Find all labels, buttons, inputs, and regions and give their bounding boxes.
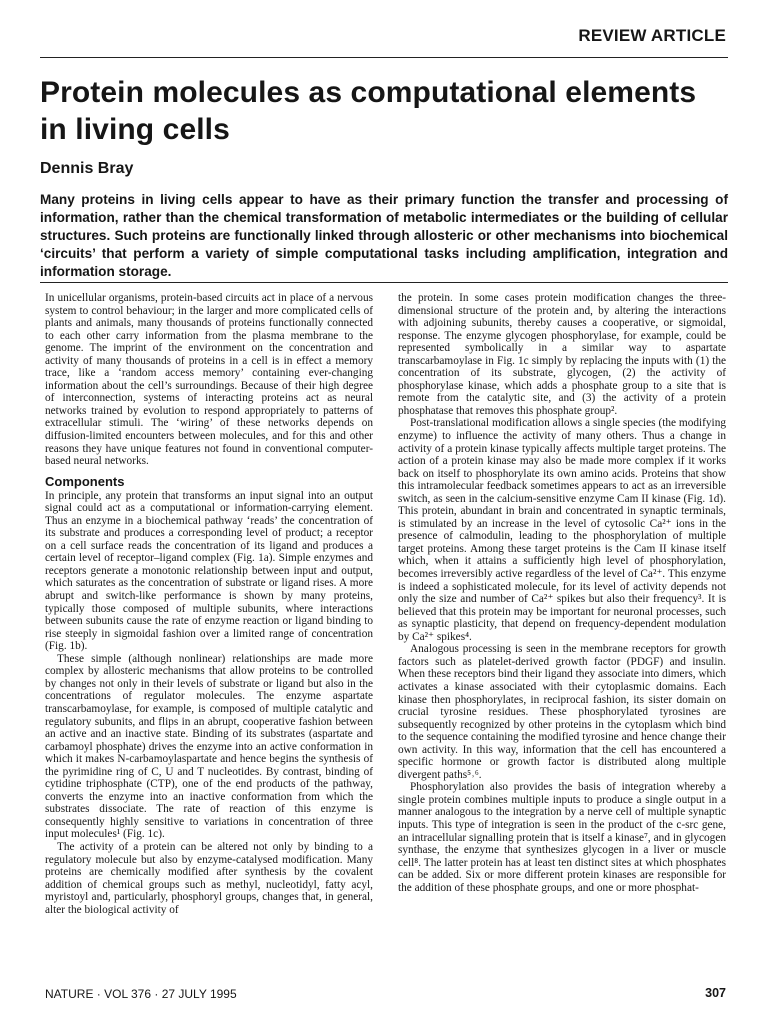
article-abstract: Many proteins in living cells appear to have as their primary function the transfer and processing of information, rather than the chemical transformation of metabolic intermediates or the building of cellular structures. Such proteins are functionally linked through allosteric or other mechanisms into biochemical ‘circuits’ that perform a variety of simple computational tasks including amplification, integration and information storage. — [40, 192, 728, 279]
paragraph: the protein. In some cases protein modification changes the three-dimensional structure of the protein and, by altering the interactions with adjoining subunits, thereby causes a cooperative, or sigmoidal, response. The enzyme glycogen phosphorylase, for example, could be represented symbolically in a similar way to aspartate transcarbamoylase in Fig. 1c simply by replacing the inputs with (1) the concentration of its substrate, glycogen, (2) the activity of phosphorylase kinase, which adds a phosphate group to a site that is remote from the catalytic site, and (3) the activity of a protein phosphatase that removes this phosphate group². — [398, 292, 726, 417]
left-column — [45, 292, 373, 916]
page-number: 307 — [705, 986, 726, 1000]
paragraph: Analogous processing is seen in the membrane receptors for growth factors such as platelet-derived growth factor (PDGF) and insulin. When these receptors bind their ligand they associate into dimers, which activates a kinase associated with their cytoplasmic domains. Each kinase then phosphorylates, in reciprocal fashion, its sister domain on crucial tyrosine residues. These phosphorylated tyrosines are subsequently recognized by other proteins in the cytoplasm which bind to the sequence containing the modified tyrosine and hence change their own activity. In this way, information that the cell has encountered a specific hormone or growth factor is distributed along multiple divergent paths⁵˒⁶. — [398, 643, 726, 781]
journal-footer: NATURE · VOL 376 · 27 JULY 1995 — [45, 987, 237, 1001]
paragraph: Post-translational modification allows a single species (the modifying enzyme) to influence the activity of many others. Thus a change in activity of a protein kinase typically affects multiple target proteins. The action of a protein kinase may also be made more complex if it works back on itself to phosphorylate its own amino acids. Proteins that show this intramolecular feedback sometimes appears to act as an irreversible switch, as seen in the calcium-sensitive enzyme Cam II kinase (Fig. 1d). This protein, abundant in brain and concentrated in synaptic terminals, is stimulated by an increase in the level of cytosolic Ca²⁺ ions in the presence of calmodulin, leading to the phosphorylation of multiple target proteins. Among these target proteins is the Cam II kinase itself which, when it attains a sufficiently high level of phosphorylation, becomes irreversibly active regardless of the level of Ca²⁺. This enzyme is indeed a sophisticated molecule, for its level of activity depends not only the size and number of Ca²⁺ spikes but also their frequency³. It is believed that this protein may be important for neuronal processes, such as synaptic plasticity, that depend on frequency-dependent modulation by Ca²⁺ spikes⁴. — [398, 417, 726, 643]
paragraph: The activity of a protein can be altered not only by binding to a regulatory molecule but also by enzyme-catalysed modification. Many proteins are chemically modified after synthesis by the covalent addition of chemical groups such as methyl, nucleotidyl, fatty acyl, myristoyl and, particularly, phosphoryl groups, changes that, in general, alter the biological activity of — [45, 840, 373, 916]
abstract-rule — [40, 282, 728, 283]
right-column — [398, 292, 726, 894]
header-rule — [40, 57, 728, 58]
section-label: REVIEW ARTICLE — [578, 26, 726, 45]
paragraph: Phosphorylation also provides the basis of integration whereby a single protein combines multiple inputs to produce a single output in a manner analogous to the integration by a nerve cell of multiple synaptic inputs. This type of integration is seen in the product of the c-src gene, an intracellular signalling protein that is itself a kinase⁷, and in glycogen synthase, the enzyme that synthesizes glycogen in a liver or muscle cell⁸. The latter protein has at least ten distinct sites at which phosphates can be added. Six or more different protein kinases are responsible for the addition of these phosphate groups, and one or more phosphat- — [398, 781, 726, 894]
article-author: Dennis Bray — [40, 160, 134, 177]
article-title: Protein molecules as computational elements in living cells — [40, 76, 697, 146]
paragraph: In principle, any protein that transforms an input signal into an output signal could act as a computational or information-carrying element. Thus an enzyme in a biochemical pathway ‘reads’ the concentration of its substrate and produces a corresponding level of product; a receptor on a cell surface reads the concentration of its ligand and produces a certain level of receptor–ligand complex (Fig. 1a). Simple enzymes and receptors generate a monotonic relationship between input and output, which saturates as the concentration of substrate or ligand rises. A more abrupt and switch-like performance is shown by many proteins, typically those composed of multiple subunits, where interactions between subunits cause the rate of enzyme reaction or ligand binding to rise steeply in sigmoidal fashion over a limited range of concentration (Fig. 1b). — [45, 489, 373, 653]
section-heading-components: Components — [45, 473, 125, 489]
paragraph: These simple (although nonlinear) relationships are made more complex by allosteric mechanisms that allow proteins to be controlled by changes not only in their levels of substrate or ligand but also in the concentrations of regulator molecules. The enzyme aspartate transcarbamoylase, for example, is composed of multiple catalytic and regulatory subunits, and flips in an abrupt, cooperative fashion between an active and an inactive state. Binding of its substrates (aspartate and carbamoyl phosphate) drives the enzyme into an active conformation in which it makes N-carbamoylaspartate and hence begins the synthesis of the pyrimidine ring of C, U and T nucleotides. By contrast, binding of cytidine triphosphate (CTP), one of the end products of the pathway, converts the enzyme into an inactive conformation from which the substrates dissociate. The rate of reaction of this enzyme is consequently highly sensitive to variations in concentration of three input molecules¹ (Fig. 1c). — [45, 652, 373, 841]
intro-paragraph: In unicellular organisms, protein-based circuits act in place of a nervous system to control behaviour; in the larger and more complicated cells of plants and animals, many thousands of proteins functionally connected to each other carry information from the plasma membrane to the genome. The imprint of the environment on the concentration and activity of many thousands of proteins in a cell is in effect a memory trace, like a ‘random access memory’ containing ever-changing information about the cell’s surroundings. Because of their high degree of interconnection, systems of interacting proteins act as neural networks trained by evolution to respond appropriately to patterns of extracellular stimuli. The ‘wiring’ of these networks depends on diffusion-limited encounters between molecules, and for this and other reasons they have unique features not found in conventional computer-based neural networks. — [45, 292, 373, 468]
